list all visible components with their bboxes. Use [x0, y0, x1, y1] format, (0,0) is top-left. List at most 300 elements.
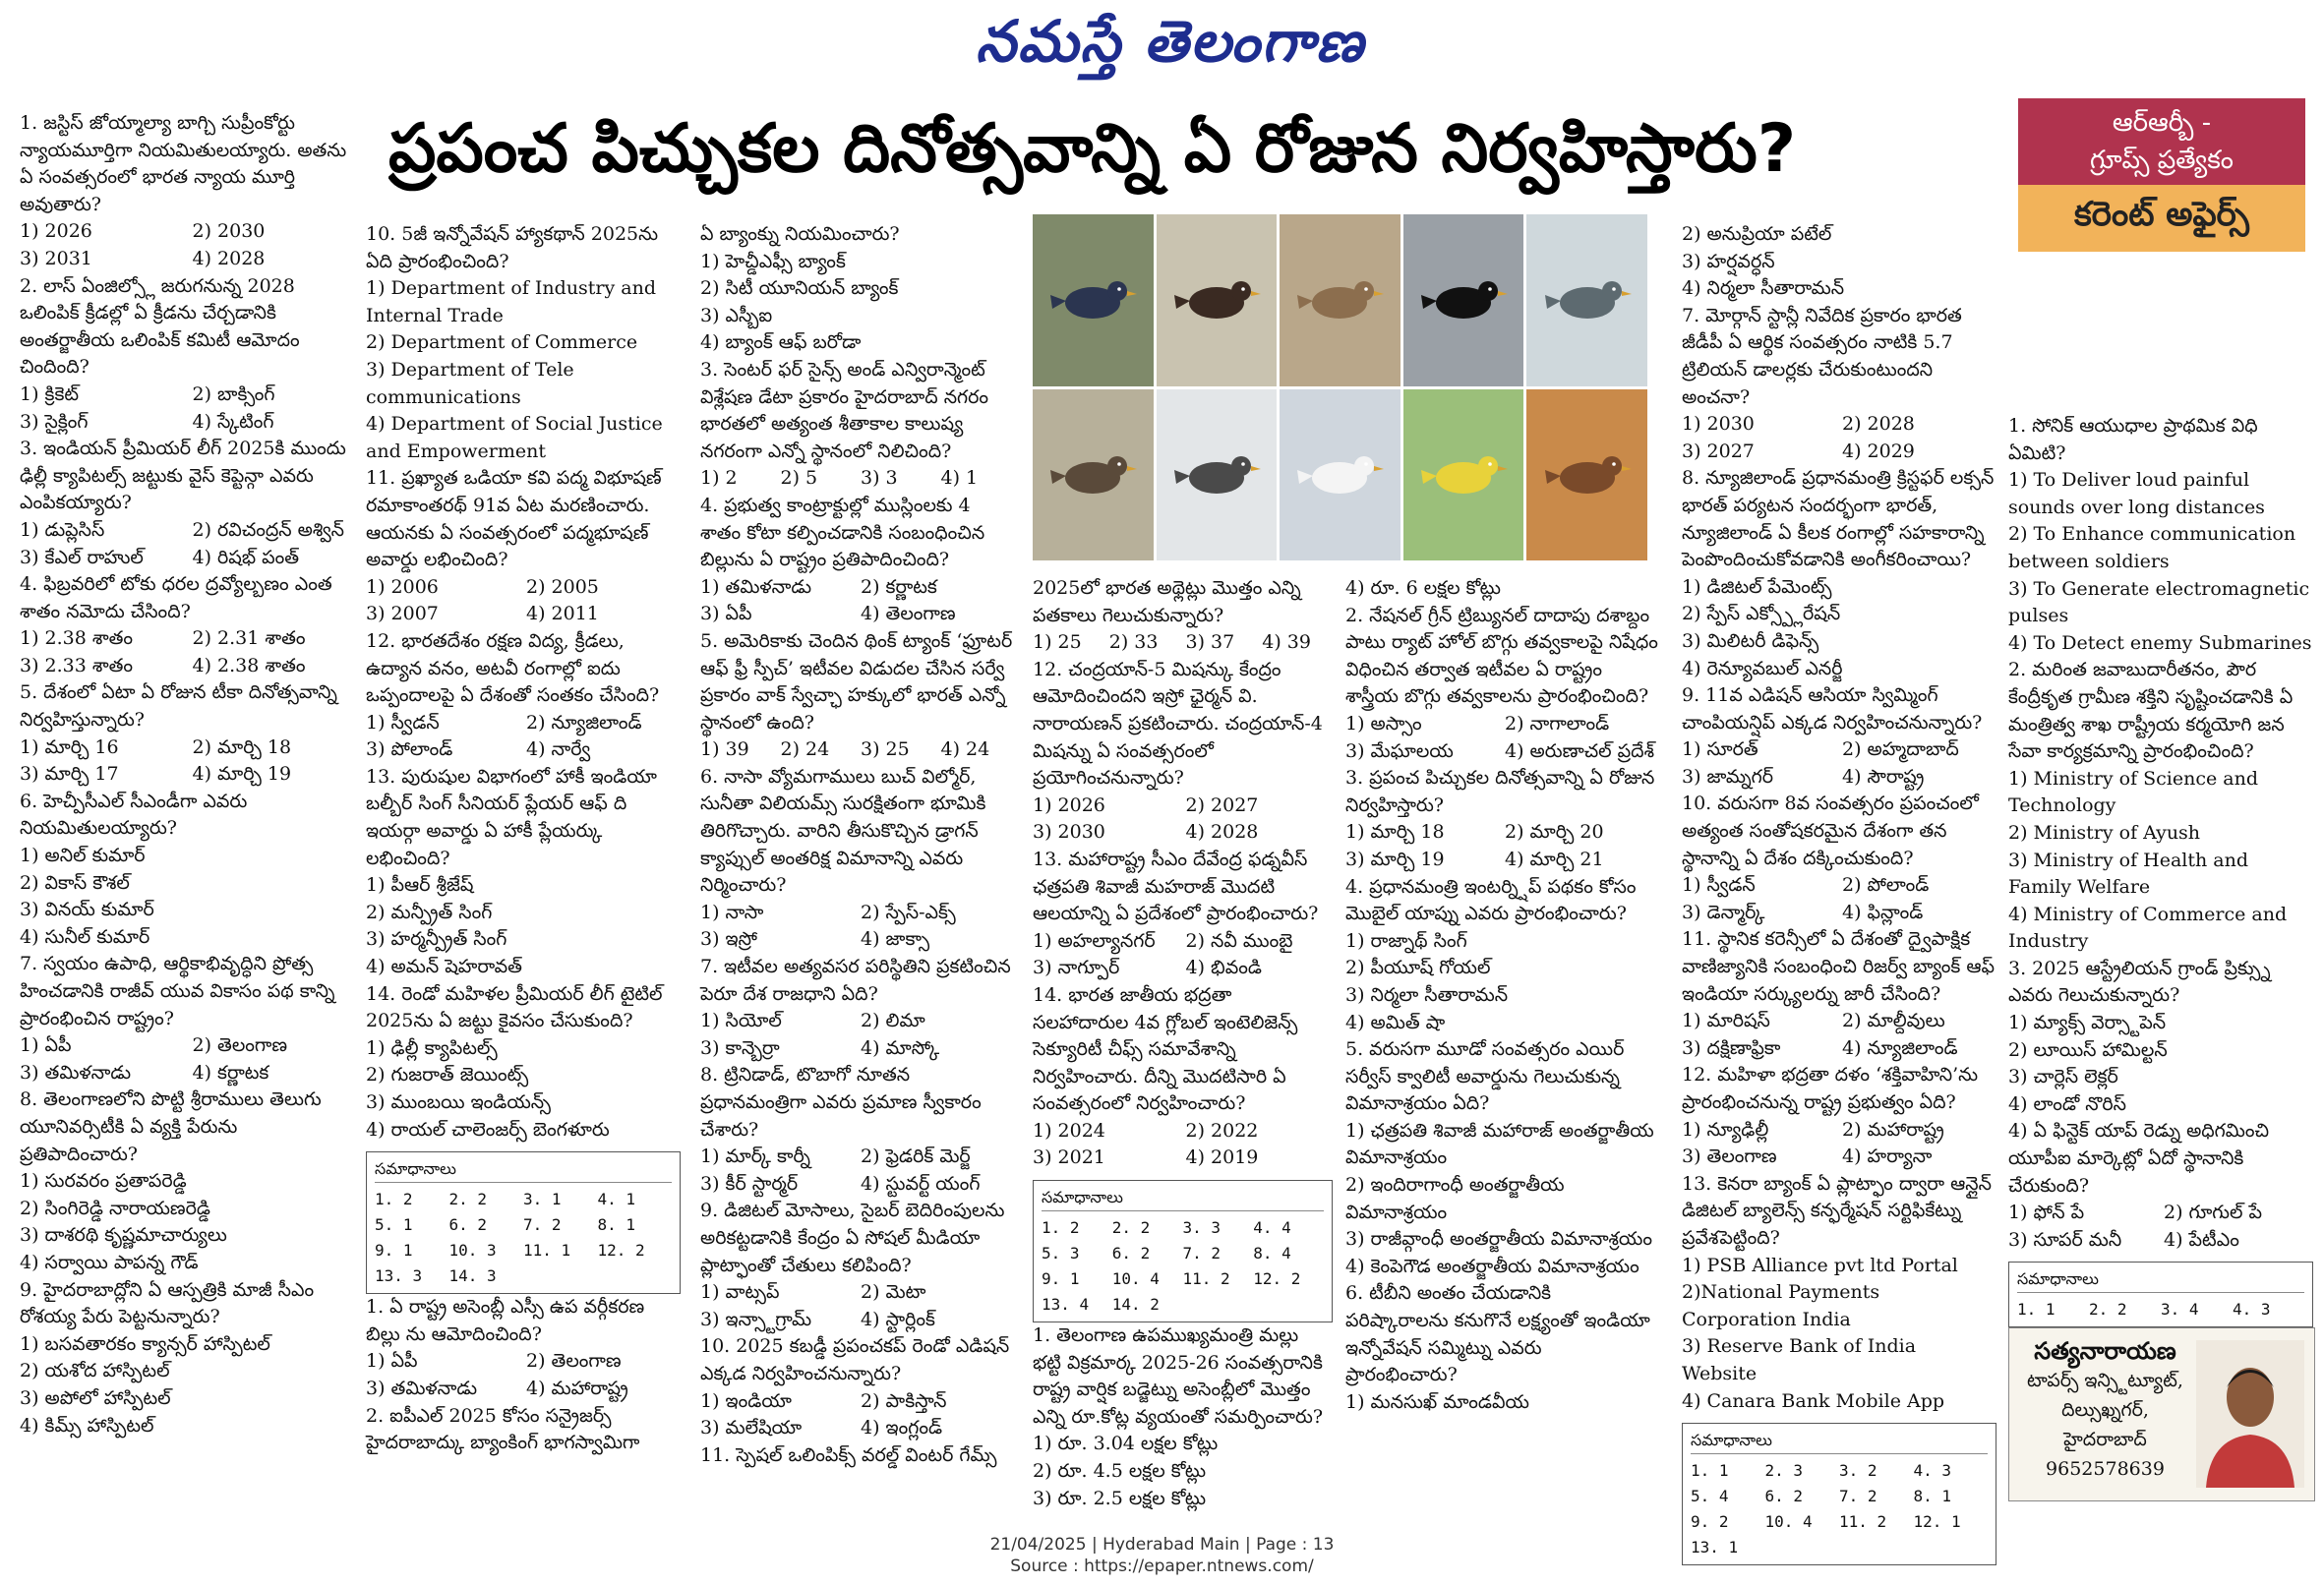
- answer-key-box: [366, 1151, 681, 1294]
- option-item: 2) వికాస్ కౌశల్: [20, 871, 130, 894]
- option-item: 3) 37: [1185, 631, 1235, 654]
- option-list: [1033, 793, 1333, 847]
- option-item: 1) 2006: [366, 575, 439, 598]
- question-block: [20, 1277, 359, 1440]
- banner-current-affairs: కరెంట్ అఫైర్స్: [2018, 185, 2305, 252]
- option-item: 1) డుప్లెసిస్: [20, 518, 105, 541]
- option-item: 2) మెటా: [861, 1281, 926, 1304]
- question-text: 13. మహారాష్ట్ర సీఎం దేవేంద్ర ఫడ్నవీస్ ఛత్రపతి శివాజీ మహరాజ్ మొదటి ఆలయాన్ని ఏ ప్రదేశంలో ప్రారంభించారు?: [1033, 848, 1319, 925]
- bird-10-photo: [1526, 389, 1647, 561]
- option-item: 1) అనిల్ కుమార్: [20, 845, 146, 867]
- answer-key-box: [2008, 1262, 2313, 1327]
- question-text: 14. భారత జాతీయ భద్రతా సలహాదారుల 4వ గ్లోబల్ ఇంటెలిజెన్స్ సెక్యూరిటీ చీఫ్స్ సమావేశాన్ని నిర్వహించారు. దీన్ని మొదటిసారి ఏ సంవత్సరంలో నిర్వహించారు?: [1033, 983, 1298, 1115]
- question-block: [1345, 765, 1658, 873]
- headline: ప్రపంచ పిచ్చుకల దినోత్సవాన్ని ఏ రోజున నిర్వహిస్తారు?: [388, 110, 1797, 188]
- option-item: 4) రెన్యూవబుల్ ఎనర్జీ: [1682, 657, 1843, 679]
- option-item: 1) ఫోన్ పే: [2008, 1202, 2085, 1224]
- bird-8-photo: [1280, 389, 1400, 561]
- answer-cell: 1. 2: [375, 1190, 413, 1209]
- option-list: [1345, 711, 1658, 765]
- option-list: [1682, 736, 1996, 791]
- option-item: 1) 2026: [1033, 793, 1105, 816]
- option-item: 1) మార్చి 18: [1345, 821, 1445, 844]
- option-item: 3) దాశరథి కృష్ణమాచార్యులు: [20, 1224, 227, 1247]
- option-item: 4) 1: [940, 467, 979, 490]
- option-list: [2008, 1200, 2313, 1254]
- option-list: [20, 382, 359, 436]
- answer-cell: 2. 3: [1764, 1461, 1804, 1481]
- question-text: 3. సెంటర్ ఫర్ సైన్స్ అండ్ ఎన్విరాన్మెంట్ విశ్లేషణ డేటా ప్రకారం హైదరాబాద్ నగరం భారతలో అత్యంత శీతాకాల కాలుష్య నగరంగా ఎన్నో స్థానంలో నిలిచింది?: [700, 358, 989, 462]
- question-text: 2. ఐపీఎల్ 2025 కోసం సన్రైజర్స్ హైదరాబాద్కు బ్యాంకింగ్ భాగస్వామిగా: [366, 1404, 640, 1454]
- option-item: 1) మ్యాక్స్ వెర్స్టాపెన్: [2008, 1012, 2167, 1034]
- option-item: 4) 2028: [1185, 821, 1259, 844]
- option-item: 4) 2028: [192, 247, 266, 269]
- option-item: 4) 2029: [1842, 440, 1915, 462]
- option-item: 3) హర్మన్ప్రీత్ సింగ్: [366, 928, 507, 951]
- option-list: [1033, 629, 1333, 657]
- option-list: [1345, 819, 1658, 873]
- question-text: 14. రెండో మహిళల ప్రీమియర్ లీగ్ టైటిల్ 2025ను ఏ జట్టు కైవసం చేసుకుంది?: [366, 982, 663, 1032]
- option-item: 4) ఇంగ్లండ్: [861, 1417, 943, 1439]
- author-details: [2019, 1336, 2191, 1484]
- option-item: 2) స్పేస్-ఎక్స్: [861, 901, 956, 923]
- question-text: 5. దేశంలో ఏటా ఏ రోజున టీకా దినోత్సవాన్ని నిర్వహిస్తున్నారు?: [20, 681, 337, 732]
- answer-cell: 2. 2: [448, 1190, 488, 1209]
- question-block: [700, 1333, 1015, 1441]
- option-item: 4) కెంపెగౌడ అంతర్జాతీయ విమానాశ్రయం: [1345, 1255, 1639, 1277]
- option-list: [366, 275, 681, 465]
- answer-cell: 3. 2: [1839, 1461, 1877, 1481]
- author-institute: టాపర్స్ ఇన్స్టిట్యూట్,: [2027, 1370, 2183, 1391]
- question-text: 4) రూ. 6 లక్షల కోట్లు: [1345, 577, 1501, 599]
- question-block: [700, 628, 1015, 764]
- option-item: 4) రాయల్ చాలెంజర్స్ బెంగళూరు: [366, 1118, 610, 1141]
- question-block: [2008, 1118, 2313, 1254]
- option-list: [2008, 1010, 2313, 1118]
- option-item: 3) మలేషియా: [700, 1417, 803, 1439]
- option-list: [20, 1331, 359, 1439]
- question-text: 9. డిజిటల్ మోసాలు, సైబర్ బెదిరింపులను అరికట్టడానికి కేంద్రం ఏ సోషల్ మీడియా ప్లాట్ఫాంతో చేతులు కలిపింది?: [700, 1200, 1005, 1276]
- question-text: 10. 2025 కబడ్డీ ప్రపంచకప్ రెండో ఎడిషన్ ఎక్కడ నిర్వహించనున్నారు?: [700, 1335, 1010, 1384]
- option-item: 2) మన్ప్రీత్ సింగ్: [366, 901, 493, 923]
- option-item: 1) Ministry of Science and Technology: [2008, 767, 2259, 817]
- option-item: 1) మార్చి 16: [20, 735, 119, 758]
- option-list: [700, 1144, 1015, 1198]
- option-list: [700, 1008, 1015, 1062]
- option-item: 3) 2021: [1033, 1146, 1105, 1169]
- question-block: [20, 571, 359, 679]
- bird-9-photo: [1403, 389, 1524, 561]
- option-item: 4) ఫిన్లాండ్: [1842, 901, 1924, 923]
- option-item: 3) చార్లెస్ లెక్లర్: [2008, 1066, 2118, 1088]
- option-item: 2) తెలంగాణ: [192, 1034, 288, 1057]
- question-text: 1. తెలంగాణ ఉపముఖ్యమంత్రి మల్లు భట్టి విక్రమార్క 2025-26 సంవత్సరానికి రాష్ట్ర వార్షిక బడ్జెట్ను అసెంబ్లీలో మొత్తం ఎన్ని రూ.కోట్ల వ్యయంతో సమర్పించారు?: [1033, 1324, 1324, 1428]
- option-item: 2) రూ. 4.5 లక్షల కోట్లు: [1033, 1460, 1207, 1483]
- option-list: [366, 1348, 681, 1402]
- question-text: 13. పురుషుల విభాగంలో హాకీ ఇండియా బల్బీర్ సింగ్ సీనియర్ ప్లేయర్ ఆఫ్ ది ఇయర్గా అవార్డు ఏ హాకీ ప్లేయర్కు లభించింది?: [366, 765, 657, 869]
- question-block: [1033, 1322, 1333, 1512]
- option-item: 3) ఇన్స్టాగ్రామ్: [700, 1308, 812, 1330]
- question-block: [700, 357, 1015, 493]
- question-block: [1033, 847, 1333, 982]
- page-footer: [0, 1534, 2324, 1577]
- answer-cell: 7. 2: [1839, 1487, 1877, 1506]
- column-3: [700, 221, 1015, 1469]
- option-item: 1) 2.38 శాతం: [20, 627, 134, 650]
- option-item: 4) హర్యానా: [1842, 1145, 1933, 1168]
- answer-cell: 5. 3: [1042, 1244, 1080, 1263]
- question-block: [2008, 956, 2313, 1119]
- question-text: 4) ఏ ఫిన్టెక్ యాప్ రెడ్ను అధిగమించి యూపీఐ మార్కెట్లో ఏదో స్థానానికి చేరుకుంది?: [2008, 1120, 2270, 1197]
- option-item: 3) 2.33 శాతం: [20, 654, 134, 676]
- option-item: 2) న్యూజిలాండ్: [526, 711, 642, 734]
- answer-cell: 3. 1: [523, 1190, 562, 1209]
- answer-cell: 14. 3: [448, 1266, 497, 1286]
- option-item: 3) అపోలో హాస్పిటల్: [20, 1386, 171, 1409]
- question-block: [1682, 1171, 1996, 1415]
- question-text: 13. కెనరా బ్యాంక్ ఏ ప్లాట్ఫాం ద్వారా ఆన్లైన్ డిజిటల్ బ్యాలెన్స్ కన్ఫర్మేషన్ సర్టిఫికేట్ను ప్రవేశపెట్టింది?: [1682, 1172, 1992, 1249]
- question-text: 1. సోనిక్ ఆయుధాల ప్రాథమిక విధి ఏమిటి?: [2008, 415, 2258, 464]
- option-item: 3) కీర్ స్టార్మర్: [700, 1172, 799, 1195]
- question-block: [366, 981, 681, 1145]
- answer-cell: 14. 2: [1111, 1295, 1160, 1315]
- question-text: 6. నాసా వ్యోమగాములు బుచ్ విల్మోర్, సునీతా విలియమ్స్ సురక్షితంగా భూమికి తిరిగొచ్చారు. వారిని తీసుకొచ్చిన డ్రాగన్ క్యాప్సుల్ అంతరిక్ష విమానాన్ని ఎవరు నిర్మించారు?: [700, 765, 986, 897]
- option-item: 4) మార్చి 21: [1505, 848, 1604, 870]
- option-item: 2) తెలంగాణ: [526, 1350, 622, 1373]
- option-item: 3) సైక్లింగ్: [20, 410, 89, 433]
- option-item: 1) వాట్సప్: [700, 1281, 780, 1304]
- option-item: 2) నాగాలాండ్: [1505, 712, 1610, 734]
- question-block: [1682, 465, 1996, 682]
- option-item: 1) న్యూఢిల్లీ: [1682, 1118, 1769, 1141]
- option-item: 4) లాండో నొరిస్: [2008, 1092, 2126, 1115]
- option-item: 2) గూగుల్ పే: [2164, 1202, 2262, 1224]
- column-1: [20, 110, 359, 1439]
- option-item: 1) To Deliver loud painful sounds over long distances: [2008, 469, 2265, 518]
- option-list: [1033, 1431, 1333, 1512]
- answer-cell: 11. 1: [523, 1241, 571, 1261]
- option-item: 3) మార్చి 19: [1345, 848, 1445, 870]
- answer-cell: 10. 3: [448, 1241, 497, 1261]
- answer-cell: 9. 1: [375, 1241, 413, 1261]
- answer-cell: 4. 3: [1913, 1461, 1952, 1481]
- option-item: 2) 24: [780, 738, 830, 761]
- option-item: 1) 2030: [1682, 413, 1755, 436]
- answer-cell: 1. 2: [1042, 1218, 1080, 1238]
- answer-cell: 7. 2: [523, 1215, 562, 1235]
- option-item: 4) 24: [940, 738, 990, 761]
- question-text: 5. వరుసగా మూడో సంవత్సరం ఎయిర్ సర్వీస్ క్వాలిటీ అవార్డును గెలుచుకున్న విమానాశ్రయం ఏది?: [1345, 1038, 1625, 1115]
- answer-cell: 7. 2: [1182, 1244, 1222, 1263]
- question-text: ఏ బ్యాంక్ను నియమించారు?: [700, 223, 900, 245]
- question-block: [700, 1442, 1015, 1470]
- footer-source-line: Source : https://epaper.ntnews.com/: [1010, 1557, 1314, 1576]
- option-item: 3) ఇస్రో: [700, 928, 757, 951]
- question-text: 11. ప్రఖ్యాత ఒడియా కవి పద్మ విభూషణ్ రమాకాంతరథ్ 91వ ఏట మరణించారు. ఆయనకు ఏ సంవత్సరంలో పద్మభూషణ్ అవార్డు లభించింది?: [366, 467, 662, 571]
- answer-cell: 3. 3: [1182, 1218, 1222, 1238]
- answer-cell: 5. 4: [1691, 1487, 1729, 1506]
- option-item: 1) Department of Industry and Internal Trade: [366, 277, 657, 326]
- option-list: [1682, 574, 1996, 682]
- question-block: [366, 1403, 681, 1457]
- option-item: 2) పోలాండ్: [1842, 874, 1930, 897]
- option-list: [2008, 467, 2313, 657]
- option-item: 4) నార్వే: [526, 738, 591, 761]
- option-item: 1) 2: [700, 467, 738, 490]
- answer-key-title: సమాధానాలు: [1691, 1428, 1988, 1454]
- question-text: 8. న్యూజిలాండ్ ప్రధానమంత్రి క్రిస్టఫర్ లక్సన్ భారత్ పర్యటన సందర్భంగా భారత్, న్యూజిలాండ్ ఏ కీలక రంగాల్లో సహకారాన్ని పెంపొందించుకోవడానికి అంగీకరించాయి?: [1682, 467, 1995, 571]
- option-item: 2) మార్చి 18: [192, 735, 292, 758]
- option-item: 1) మార్క్ కార్నీ: [700, 1145, 810, 1168]
- answer-cell: 11. 2: [1839, 1512, 1887, 1532]
- question-block: [1682, 1062, 1996, 1170]
- bird-2-photo: [1157, 214, 1278, 386]
- option-item: 2) పాకిస్తాన్: [861, 1389, 947, 1412]
- author-name: సత్యనారాయణ: [2034, 1336, 2176, 1365]
- option-list: [1682, 1117, 1996, 1171]
- option-item: 4) Department of Social Justice and Empowerment: [366, 413, 663, 462]
- column-6: [1682, 221, 1996, 1565]
- option-item: 3) హర్షవర్ధన్: [1682, 250, 1775, 272]
- question-block: [1682, 682, 1996, 791]
- option-item: 2) స్పేస్ ఎక్స్ప్లోరేషన్: [1682, 603, 1841, 625]
- question-block: [1682, 303, 1996, 466]
- question-block: [20, 436, 359, 571]
- option-list: [700, 1279, 1015, 1333]
- option-item: 3) To Generate electromagnetic pulses: [2008, 577, 2310, 627]
- option-item: 2) అహ్మదాబాద్: [1842, 738, 1959, 761]
- option-item: 4) Canara Bank Mobile App: [1682, 1389, 1945, 1412]
- option-item: 4) అమిత్ షా: [1345, 1011, 1446, 1033]
- question-text: 10. 5జీ ఇన్నోవేషన్ హ్యాకథాన్ 2025ను ఏది ప్రారంభించింది?: [366, 223, 659, 272]
- option-item: 3) తమిళనాడు: [20, 1061, 132, 1084]
- option-item: 4) 39: [1262, 631, 1311, 654]
- option-item: 3) తమిళనాడు: [366, 1377, 478, 1399]
- option-item: 2) 2030: [192, 220, 266, 243]
- option-item: 2) కర్ణాటక: [861, 575, 937, 598]
- bird-photo-collage: [1033, 214, 1647, 560]
- option-item: 4) బ్యాంక్ ఆఫ్ బరోడా: [700, 331, 862, 354]
- option-item: 1) అస్సాం: [1345, 712, 1422, 734]
- question-text: 9. 11వ ఎడిషన్ ఆసియా స్విమ్మింగ్ చాంపియన్షిప్ ఎక్కడ నిర్వహించనున్నారు?: [1682, 684, 1983, 734]
- answer-cell: 4. 4: [1253, 1218, 1291, 1238]
- question-text: 4. ఫిబ్రవరిలో టోకు ధరల ద్రవ్యోల్బణం ఎంత శాతం నమోదు చేసింది?: [20, 573, 332, 622]
- answer-cell: 2. 2: [2089, 1300, 2127, 1320]
- option-item: 2) 5: [780, 467, 818, 490]
- question-text: 4. ప్రధానమంత్రి ఇంటర్న్షిప్ పథకం కోసం మొబైల్ యాప్ను ఎవరు ప్రారంభించారు?: [1345, 875, 1637, 925]
- question-block: [366, 221, 681, 465]
- option-item: 4) తెలంగాణ: [861, 603, 956, 625]
- question-text: 7. స్వయం ఉపాధి, ఆర్థికాభివృద్ధిని ప్రోత్స హించడానికి రాజీవ్ యువ వికాసం పథ కాన్ని ప్రారంభించిన రాష్ట్రం?: [20, 953, 335, 1029]
- answer-cell: 12. 1: [1913, 1512, 1961, 1532]
- option-item: 2) పీయూష్ గోయల్: [1345, 957, 1491, 979]
- bird-6-photo: [1033, 389, 1154, 561]
- option-item: 3) జామ్నగర్: [1682, 765, 1774, 788]
- answer-cell: 8. 1: [1913, 1487, 1952, 1506]
- question-text: 5. అమెరికాకు చెందిన థింక్ ట్యాంక్ ‘ఫ్రూటర్ ఆఫ్ ఫ్రీ స్పీచ్’ ఇటీవల విడుదల చేసిన సర్వే ప్రకారం వాక్ స్వేచ్ఛా హక్కులో భారత్ ఎన్నో స్థానంలో ఉంది?: [700, 629, 1013, 734]
- option-item: 1) రూ. 3.04 లక్షల కోట్లు: [1033, 1433, 1219, 1455]
- question-text: 1. జస్టిస్ జోయ్మాల్యా బాగ్చి సుప్రీంకోర్టు న్యాయమూర్తిగా నియమితులయ్యారు. అతను ఏ సంవత్సరంలో భారత న్యాయ మూర్తి అవుతారు?: [20, 112, 347, 215]
- answer-cell: 8. 4: [1253, 1244, 1291, 1263]
- option-item: 1) 25: [1033, 631, 1082, 654]
- option-item: 1) అహల్యానగర్: [1033, 929, 1156, 952]
- answer-key-title: సమాధానాలు: [2017, 1266, 2304, 1293]
- option-item: 3) మిలిటరీ డిఫెన్స్: [1682, 629, 1819, 652]
- answer-cell: 2. 2: [1111, 1218, 1151, 1238]
- question-block: [366, 628, 681, 764]
- footer-date-line: 21/04/2025 | Hyderabad Main | Page : 13: [989, 1535, 1335, 1555]
- option-item: 3) రూ. 2.5 లక్షల కోట్లు: [1033, 1487, 1207, 1509]
- option-item: 1) హెచ్డీఎఫ్సీ బ్యాంక్: [700, 250, 846, 272]
- question-text: 12. భారతదేశం రక్షణ విద్య, క్రీడలు, ఉద్యాన వనం, అటవీ రంగాల్లో ఐదు ఒప్పందాలపై ఏ దేశంతో సంతకం చేసింది?: [366, 629, 660, 707]
- author-city: హైదరాబాద్: [2063, 1429, 2147, 1450]
- option-list: [1345, 928, 1658, 1036]
- option-item: 3) నిర్మలా సీతారామన్: [1345, 983, 1509, 1006]
- option-item: 2) మహారాష్ట్ర: [1842, 1118, 1944, 1141]
- question-block: [1682, 221, 1996, 303]
- option-item: 2) 2005: [526, 575, 599, 598]
- option-item: 1) 39: [700, 738, 749, 761]
- question-text: 9. హైదరాబాద్లోని ఏ ఆస్పత్రికి మాజీ సీఎం రోశయ్య పేరు పెట్టనున్నారు?: [20, 1278, 315, 1328]
- option-list: [700, 465, 1015, 493]
- option-item: 3) కాన్బెర్రా: [700, 1036, 780, 1059]
- section-banner: [2018, 98, 2305, 252]
- option-list: [20, 625, 359, 679]
- option-item: 4) స్టార్లింక్: [861, 1308, 935, 1330]
- option-item: 2) 2022: [1185, 1119, 1259, 1142]
- option-item: 1) ఏపీ: [20, 1034, 72, 1057]
- option-item: 4) అరుణాచల్ ప్రదేశ్: [1505, 739, 1655, 762]
- question-text: 4. ప్రభుత్వ కాంట్రాక్టుల్లో ముస్లింలకు 4 శాతం కోటా కల్పించడానికి సంబంధించిన బిల్లును ఏ రాష్ట్రం ప్రతిపాదించింది?: [700, 494, 985, 571]
- option-item: 2) బాక్సింగ్: [192, 382, 275, 405]
- question-text: 2. లాస్ ఏంజిల్స్లో జరుగనున్న 2028 ఒలింపిక్ క్రీడల్లో ఏ క్రీడను చేర్చడానికి అంతర్జాతీయ ఒలింపిక్ కమిటీ ఆమోదం చిందింది?: [20, 274, 300, 379]
- question-block: [20, 273, 359, 437]
- question-text: 8. తెలంగాణలోని పొట్టి శ్రీరాములు తెలుగు యూనివర్సిటీకి ఏ వ్యక్తి పేరును ప్రతిపాదించారు?: [20, 1088, 322, 1165]
- question-block: [366, 764, 681, 981]
- option-item: 2) మార్చి 20: [1505, 821, 1604, 844]
- option-item: 2) 2027: [1185, 793, 1259, 816]
- option-item: 3) 2007: [366, 603, 439, 625]
- answer-cell: 10. 4: [1111, 1269, 1160, 1289]
- answer-cell: 8. 1: [597, 1215, 636, 1235]
- column-7: [2008, 413, 2313, 1327]
- question-block: [20, 951, 359, 1087]
- option-list: [2008, 766, 2313, 956]
- option-item: 4) సర్వాయి పాపన్న గౌడ్: [20, 1251, 199, 1273]
- column-4: [1033, 575, 1333, 1512]
- option-item: 2) గుజరాత్ జెయింట్స్: [366, 1064, 529, 1087]
- option-item: 3) ఎస్బీఐ: [700, 304, 773, 326]
- option-item: 1) రాజ్నాథ్ సింగ్: [1345, 929, 1467, 952]
- option-list: [1682, 1008, 1996, 1062]
- answer-cell: 13. 3: [375, 1266, 423, 1286]
- option-item: 3) మేఘాలయ: [1345, 739, 1454, 762]
- option-item: 4) స్కేటింగ్: [192, 410, 274, 433]
- option-item: 3) మార్చి 17: [20, 763, 119, 786]
- bird-3-photo: [1280, 214, 1400, 386]
- answer-key-box: [1033, 1180, 1333, 1322]
- answer-cell: 13. 1: [1691, 1538, 1739, 1557]
- option-item: 3) 2027: [1682, 440, 1755, 462]
- option-list: [20, 1032, 359, 1087]
- question-block: [20, 110, 359, 273]
- option-list: [366, 1035, 681, 1144]
- answer-key-title: సమాధానాలు: [375, 1156, 672, 1183]
- option-item: 2) 33: [1108, 631, 1159, 654]
- bird-4-photo: [1403, 214, 1524, 386]
- question-block: [20, 789, 359, 952]
- option-item: 4) 2019: [1185, 1146, 1259, 1169]
- option-item: 1) PSB Alliance pvt ltd Portal: [1682, 1254, 1958, 1276]
- option-item: 4) అమన్ షెహరావత్: [366, 956, 522, 978]
- option-item: 4) భివండి: [1185, 957, 1262, 979]
- question-block: [700, 764, 1015, 954]
- answer-cell: 4. 1: [597, 1190, 636, 1209]
- option-item: 2) To Enhance communication between soldiers: [2008, 523, 2296, 572]
- option-list: [366, 574, 681, 628]
- option-item: 4) 2.38 శాతం: [192, 654, 306, 676]
- option-item: 4) నిర్మలా సీతారామన్: [1682, 277, 1845, 300]
- question-block: [20, 1087, 359, 1276]
- option-item: 3) రాజీవ్గాంధీ అంతర్జాతీయ విమానాశ్రయం: [1345, 1228, 1652, 1251]
- question-text: 2. నేషనల్ గ్రీన్ ట్రిబ్యునల్ దాదాపు దశాబ్దం పాటు ర్యాట్ హోల్ బొగ్గు తవ్వకాలపై నిషేధం విధించిన తర్వాత ఇటీవల ఏ రాష్ట్రం శాస్త్రీయ బొగ్గు తవ్వకాలను ప్రారంభించింది?: [1345, 604, 1658, 708]
- option-list: [700, 574, 1015, 628]
- option-item: 2) లిమా: [861, 1010, 925, 1032]
- option-list: [1033, 1118, 1333, 1172]
- question-block: [1345, 1280, 1658, 1416]
- option-item: 2)National Payments Corporation India: [1682, 1281, 1880, 1330]
- option-list: [366, 872, 681, 980]
- option-item: 3) ఏపీ: [700, 603, 752, 625]
- option-item: 3) Reserve Bank of India Website: [1682, 1335, 1917, 1384]
- question-text: 8. ట్రినిడాడ్, టొబాగో నూతన ప్రధానమంత్రిగా ఎవరు ప్రమాణ స్వీకారం చేశారు?: [700, 1064, 982, 1141]
- question-text: 3. ప్రపంచ పిచ్చుకల దినోత్సవాన్ని ఏ రోజున నిర్వహిస్తారు?: [1345, 767, 1655, 816]
- option-item: 1) ఛత్రపతి శివాజీ మహారాజ్ అంతర్జాతీయ విమానాశ్రయం: [1345, 1119, 1654, 1169]
- answer-cell: 6. 2: [1111, 1244, 1151, 1263]
- author-photo: [2196, 1340, 2304, 1488]
- option-item: 1) మారిషస్: [1682, 1010, 1770, 1032]
- question-text: 6. హెచ్పీసీఎల్ సీఎండీగా ఎవరు నియమితులయ్యారు?: [20, 790, 248, 840]
- masthead: నమస్తే తెలంగాణ: [976, 8, 1365, 75]
- question-block: [1033, 657, 1333, 847]
- option-item: 1) ఇండియా: [700, 1389, 792, 1412]
- option-item: 2) 2028: [1842, 413, 1915, 436]
- option-item: 1) 2026: [20, 220, 92, 243]
- option-item: 3) పోలాండ్: [366, 738, 453, 761]
- column-5: [1345, 575, 1658, 1416]
- option-item: 3) దక్షిణాఫ్రికా: [1682, 1036, 1781, 1059]
- author-box: [2008, 1327, 2315, 1501]
- question-block: [1345, 575, 1658, 603]
- answer-cell: 13. 4: [1042, 1295, 1090, 1315]
- option-item: 1) స్వీడన్: [366, 711, 440, 734]
- answer-key-title: సమాధానాలు: [1042, 1185, 1324, 1211]
- option-item: 2) నవీ ముంబై: [1185, 929, 1293, 952]
- option-item: 4) సౌరాష్ట్ర: [1842, 765, 1925, 788]
- option-list: [20, 843, 359, 951]
- option-item: 4) 2011: [526, 603, 599, 625]
- option-item: 2) ఫ్రెడరిక్ మెర్జ్: [861, 1145, 971, 1168]
- question-text: 6. టీబీని అంతం చేయడానికి పరిష్కారాలను కనుగొనే లక్ష్యంతో ఇండియా ఇన్నోవేషన్ సమ్మిట్ను ఎవరు ప్రారంభించారు?: [1345, 1282, 1650, 1386]
- answer-cell: 3. 4: [2161, 1300, 2199, 1320]
- question-block: [700, 954, 1015, 1062]
- option-item: 1) 2024: [1033, 1119, 1105, 1142]
- option-item: 4) కర్ణాటక: [192, 1061, 269, 1084]
- question-text: 11. స్థానిక కరెన్సీలో ఏ దేశంతో ద్వైపాక్షిక వాణిజ్యానికి సంబంధించి రిజర్వ్ బ్యాంక్ ఆఫ్ ఇండియా సర్క్యులర్ను జారీ చేసింది?: [1682, 928, 1996, 1005]
- option-item: 4) స్టువర్ట్ యంగ్: [861, 1172, 981, 1195]
- option-list: [20, 517, 359, 571]
- option-item: 3) సూపర్ మనీ: [2008, 1228, 2122, 1251]
